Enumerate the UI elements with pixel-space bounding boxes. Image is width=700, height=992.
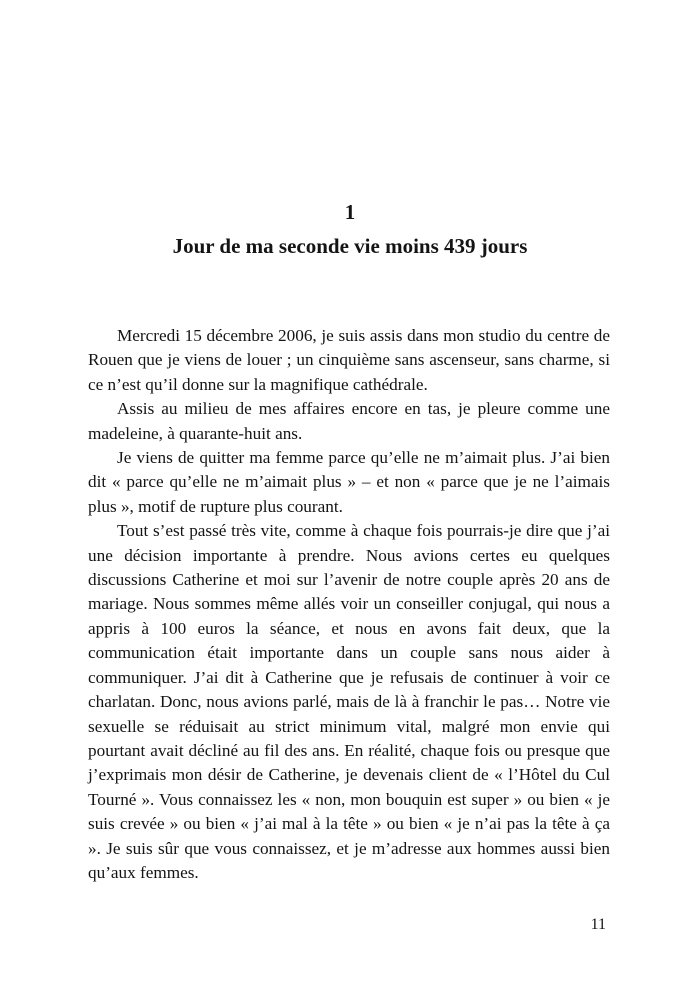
chapter-body [88,324,610,885]
paragraph: Mercredi 15 décembre 2006, je suis assis dans mon studio du centre de Rouen que je viens de louer ; un cinquième sans ascenseur, sans charme, si ce n’est qu’il donne sur la magnifique cathédrale. [88,326,610,394]
paragraph: Tout s’est passé très vite, comme à chaque fois pourrais-je dire que j’ai une décision importante à prendre. Nous avions certes eu quelques discussions Catherine et moi sur l’avenir de notre couple après 20 ans de mariage. Nous sommes même allés voir un conseiller conjugal, qui nous a appris à 100 euros la séance, et nous en avons fait deux, que la communication était importante dans un couple sans nous aider à communiquer. J’ai dit à Catherine que je refusais de continuer à voir ce charlatan. Donc, nous avions parlé, mais de là à franchir le pas… Notre vie sexuelle se réduisait au strict minimum vital, malgré mon envie qui pourtant avait décliné au fil des ans. En réalité, chaque fois ou presque que j’exprimais mon désir de Catherine, je devenais client de « l’Hôtel du Cul Tourné ». Vous connaissez les « non, mon bouquin est super » ou bien « je suis crevée » ou bien « j’ai mal à la tête » ou bien « je n’ai pas la tête à ça ». Je suis sûr que vous connaissez, et je m’adresse aux hommes aussi bien qu’aux femmes. [88,521,610,882]
page-number: 11 [590,916,606,933]
paragraph: Je viens de quitter ma femme parce qu’elle ne m’aimait plus. J’ai bien dit « parce qu’elle ne m’aimait plus » – et non « parce que je ne l’aimais plus », motif de rupture plus courant. [88,448,610,516]
paragraph: Assis au milieu de mes affaires encore en tas, je pleure comme une madeleine, à quarante-huit ans. [88,399,610,443]
chapter-number: 1 [344,200,356,224]
chapter-title: Jour de ma seconde vie moins 439 jours [172,234,528,258]
